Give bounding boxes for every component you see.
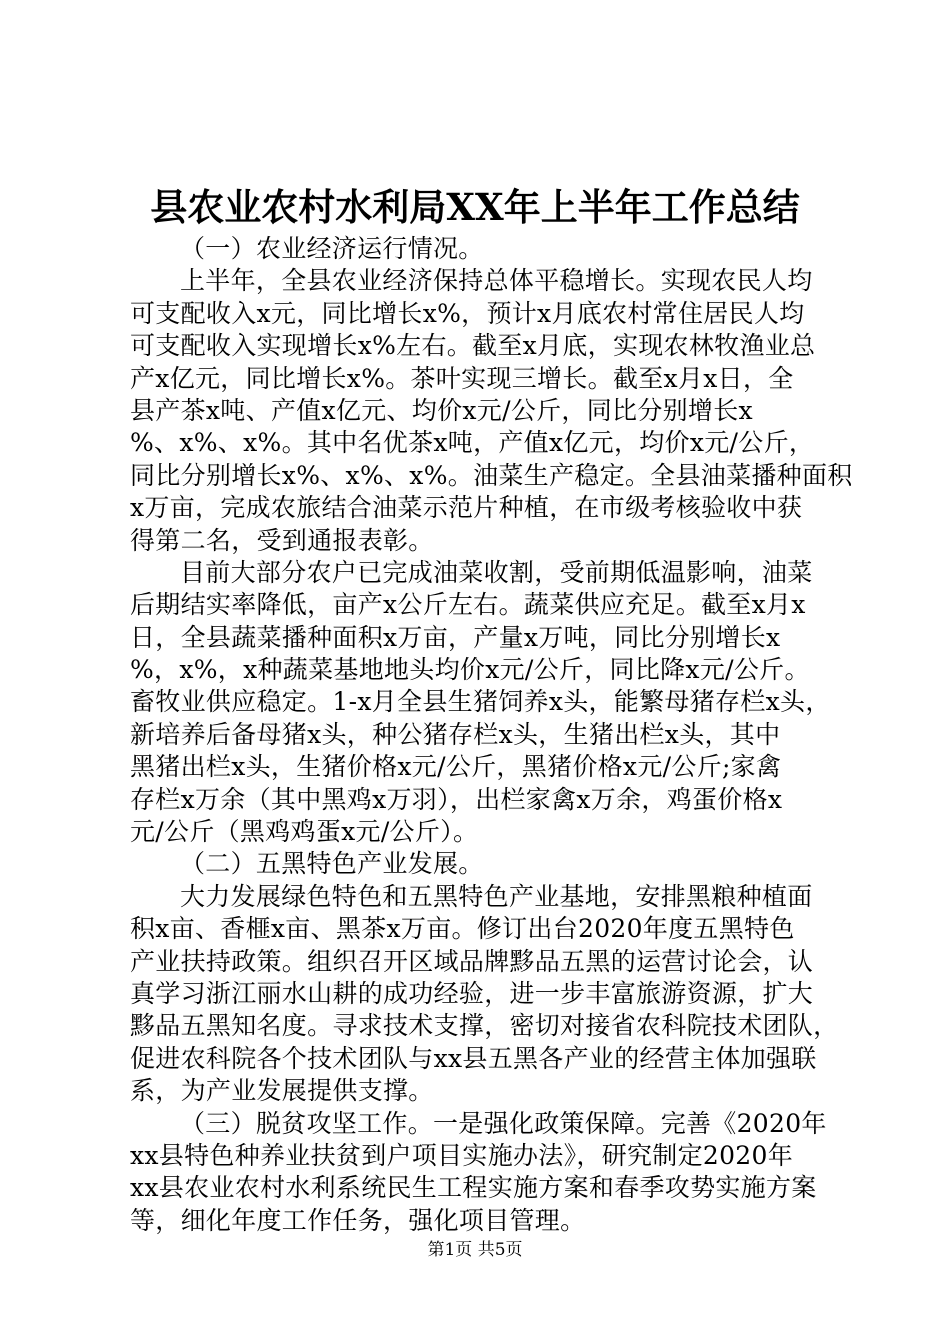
page-number: 第1页 共5页 [427, 1240, 523, 1260]
paragraph-line: 积x亩、香榧x亩、黑茶x万亩。修订出台2020年度五黑特色 [130, 914, 795, 944]
document-title: 县农业农村水利局XX年上半年工作总结 [150, 185, 800, 229]
paragraph-line: 可支配收入x元，同比增长x%，预计x月底农村常住居民人均 [130, 298, 805, 328]
paragraph-line: 产x亿元，同比增长x%。茶叶实现三增长。截至x月x日，全 [130, 363, 794, 393]
paragraph-line: 促进农科院各个技术团队与xx县五黑各产业的经营主体加强联 [130, 1043, 817, 1073]
paragraph-line: 黑猪出栏x头，生猪价格x元/公斤，黑猪价格x元/公斤;家禽 [130, 752, 782, 782]
paragraph-line: 系，为产业发展提供支撑。 [130, 1076, 434, 1106]
paragraph-line: 得第二名，受到通报表彰。 [130, 525, 434, 555]
document-body [130, 233, 853, 1237]
paragraph-line: 目前大部分农户已完成油菜收割，受前期低温影响，油菜 [180, 557, 813, 587]
paragraph-line: 新培养后备母猪x头，种公猪存栏x头，生猪出栏x头，其中 [130, 719, 781, 749]
paragraph-line: 后期结实率降低，亩产x公斤左右。蔬菜供应充足。截至x月x [130, 590, 806, 620]
paragraph-line: %，x%，x种蔬菜基地地头均价x元/公斤，同比降x元/公斤。 [130, 655, 810, 685]
paragraph-line: 等，细化年度工作任务，强化项目管理。 [130, 1205, 586, 1235]
section-heading-2: （二）五黑特色产业发展。 [180, 849, 484, 879]
paragraph-line: 县产茶x吨、产值x亿元、均价x元/公斤，同比分别增长x [130, 395, 753, 425]
paragraph-line: 产业扶持政策。组织召开区域品牌黟品五黑的运营讨论会，认 [130, 946, 814, 976]
paragraph-line: 同比分别增长x%、x%、x%。油菜生产稳定。全县油菜播种面积 [130, 460, 853, 490]
paragraph-line: 上半年，全县农业经济保持总体平稳增长。实现农民人均 [180, 266, 813, 296]
section-heading-3: （三）脱贫攻坚工作。一是强化政策保障。完善《2020年 [180, 1108, 827, 1138]
paragraph-line: 可支配收入实现增长x%左右。截至x月底，实现农林牧渔业总 [130, 331, 816, 361]
paragraph-line: 畜牧业供应稳定。1-x月全县生猪饲养x头，能繁母猪存栏x头， [130, 687, 831, 717]
paragraph-line: 真学习浙江丽水山耕的成功经验，进一步丰富旅游资源，扩大 [130, 978, 814, 1008]
paragraph-line: 黟品五黑知名度。寻求技术支撑，密切对接省农科院技术团队， [130, 1011, 839, 1041]
paragraph-line: 存栏x万余（其中黑鸡x万羽），出栏家禽x万余，鸡蛋价格x [130, 784, 783, 814]
paragraph-line: x万亩，完成农旅结合油菜示范片种植，在市级考核验收中获 [130, 493, 803, 523]
paragraph-line: 大力发展绿色特色和五黑特色产业基地，安排黑粮种植面 [180, 881, 813, 911]
paragraph-line: 元/公斤（黑鸡鸡蛋x元/公斤）。 [130, 817, 479, 847]
section-heading-1: （一）农业经济运行情况。 [180, 234, 484, 263]
paragraph-line: %、x%、x%。其中名优茶x吨，产值x亿元，均价x元/公斤， [130, 428, 815, 458]
paragraph-line: xx县特色种养业扶贫到户项目实施办法》，研究制定2020年 [130, 1140, 794, 1170]
paragraph-line: 日，全县蔬菜播种面积x万亩，产量x万吨，同比分别增长x [130, 622, 781, 652]
paragraph-line: xx县农业农村水利系统民生工程实施方案和春季攻势实施方案 [130, 1173, 817, 1203]
